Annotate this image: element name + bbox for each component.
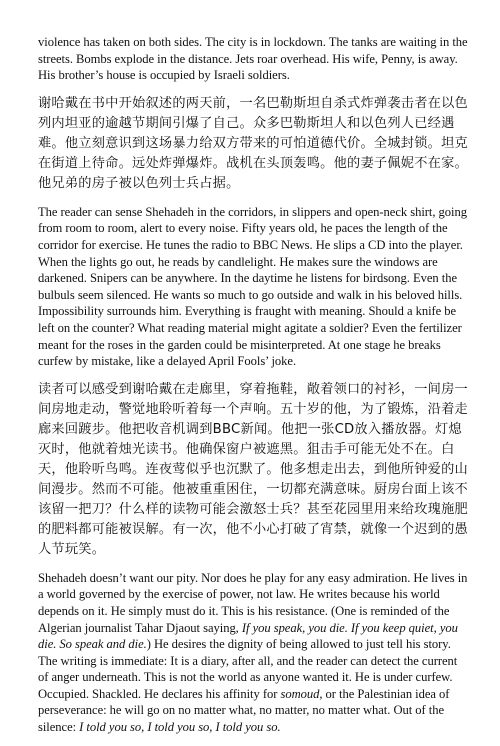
text-segment: 读者可以感受到谢哈戴在走廊里，穿着拖鞋，敞着领口的衬衫，一间房一间房地走动，警觉地聆听着每一个声响。五十岁的他，为了锻炼，沿着走廊来回踱步。他把收音机调到BBC新闻。他把一张CD放入播放器。灯熄灭时，他就着烛光读书。他确保窗户被遮黑。狙击手可能无处不在。白天，他聆听鸟鸣。连夜莺似乎也沉默了。他多想走出去，到他所钟爱的山间漫步。然而不可能。他被重重困住，一切都充满意味。厨房台面上该不该留一把刀？什么样的读物可能会激怒士兵？甚至花园里用来给玫瑰施肥的肥料都可能被误解。有一次，他不小心打破了宵禁，就像一个迟到的愚人节玩笑。 — [38, 381, 468, 557]
text-segment: 谢哈戴在书中开始叙述的两天前，一名巴勒斯坦自杀式炸弹袭击者在以色列内坦亚的逾越节期间引爆了自己。众多巴勒斯坦人和以色列人已经遇难。他立刻意识到这场暴力给双方带来的可怕道德代价。全城封锁。坦克在街道上待命。远处炸弹爆炸。战机在头顶轰鸣。他的妻子佩妮不在家。他兄弟的房子被以色列士兵占据。 — [38, 95, 468, 191]
italic-quote: If you speak, you die. If you keep quiet, you die. So speak and die. — [38, 620, 458, 652]
text-segment: Shehadeh doesn’t want our pity. Nor does he play for any easy admiration. He lives in a world governed by the exercise of power, not law. He writes because his world depends on it. He simply must do it. This is his resistance. (One is reminded of the Algerian journalist Tahar Djaout saying, — [38, 570, 468, 635]
text-segment: The reader can sense Shehadeh in the corridors, in slippers and open-neck shirt, going from room to room, alert to every noise. Fifty years old, he paces the length of the corridor for exercise. He tunes the radio to BBC News. He slips a CD into the player. When the lights go out, he reads by candlelight. He makes sure the windows are darkened. Snipers can be anywhere. In the daytime he listens for birdsong. Even the bulbuls seem silenced. He wants so much to go outside and walk in his beloved hills. Impossibility surrounds him. Everything is fraught with meaning. Should a knife be left on the counter? What reading material might agitate a soldier? Even the fertilizer meant for the roses in the garden could be misinterpreted. At one stage he breaks curfew by mistake, like a delayed April Fools’ joke. — [38, 204, 467, 369]
text-segment: or the Palestinian idea of perseverance: he will go on no matter what, no matter, no matter what. Out of the silence: — [38, 686, 450, 735]
paragraph-en-1 — [38, 34, 468, 84]
text-segment: ) He desires the dignity of being allowed to just tell his story. The writing is immediate: It is a diary, after all, and the reader can detect the current of anger underneath. This is not the world as anyone wanted it. He is under curfew. Occupied. Shackled. He declares his affinity for — [38, 637, 458, 701]
document-page — [38, 34, 468, 746]
paragraph-zh-2 — [38, 380, 468, 560]
paragraph-en-2 — [38, 204, 468, 370]
paragraph-zh-1 — [38, 94, 468, 194]
italic-quote: I told you so, I told you so, I told you so. — [79, 720, 281, 735]
paragraph-en-3 — [38, 570, 468, 736]
italic-term: somoud, — [280, 686, 323, 701]
text-segment: violence has taken on both sides. The city is in lockdown. The tanks are waiting in the streets. Bombs explode in the distance. Jets roar overhead. His wife, Penny, is away. His brother’s house is occupied by Israeli soldiers. — [38, 35, 468, 83]
